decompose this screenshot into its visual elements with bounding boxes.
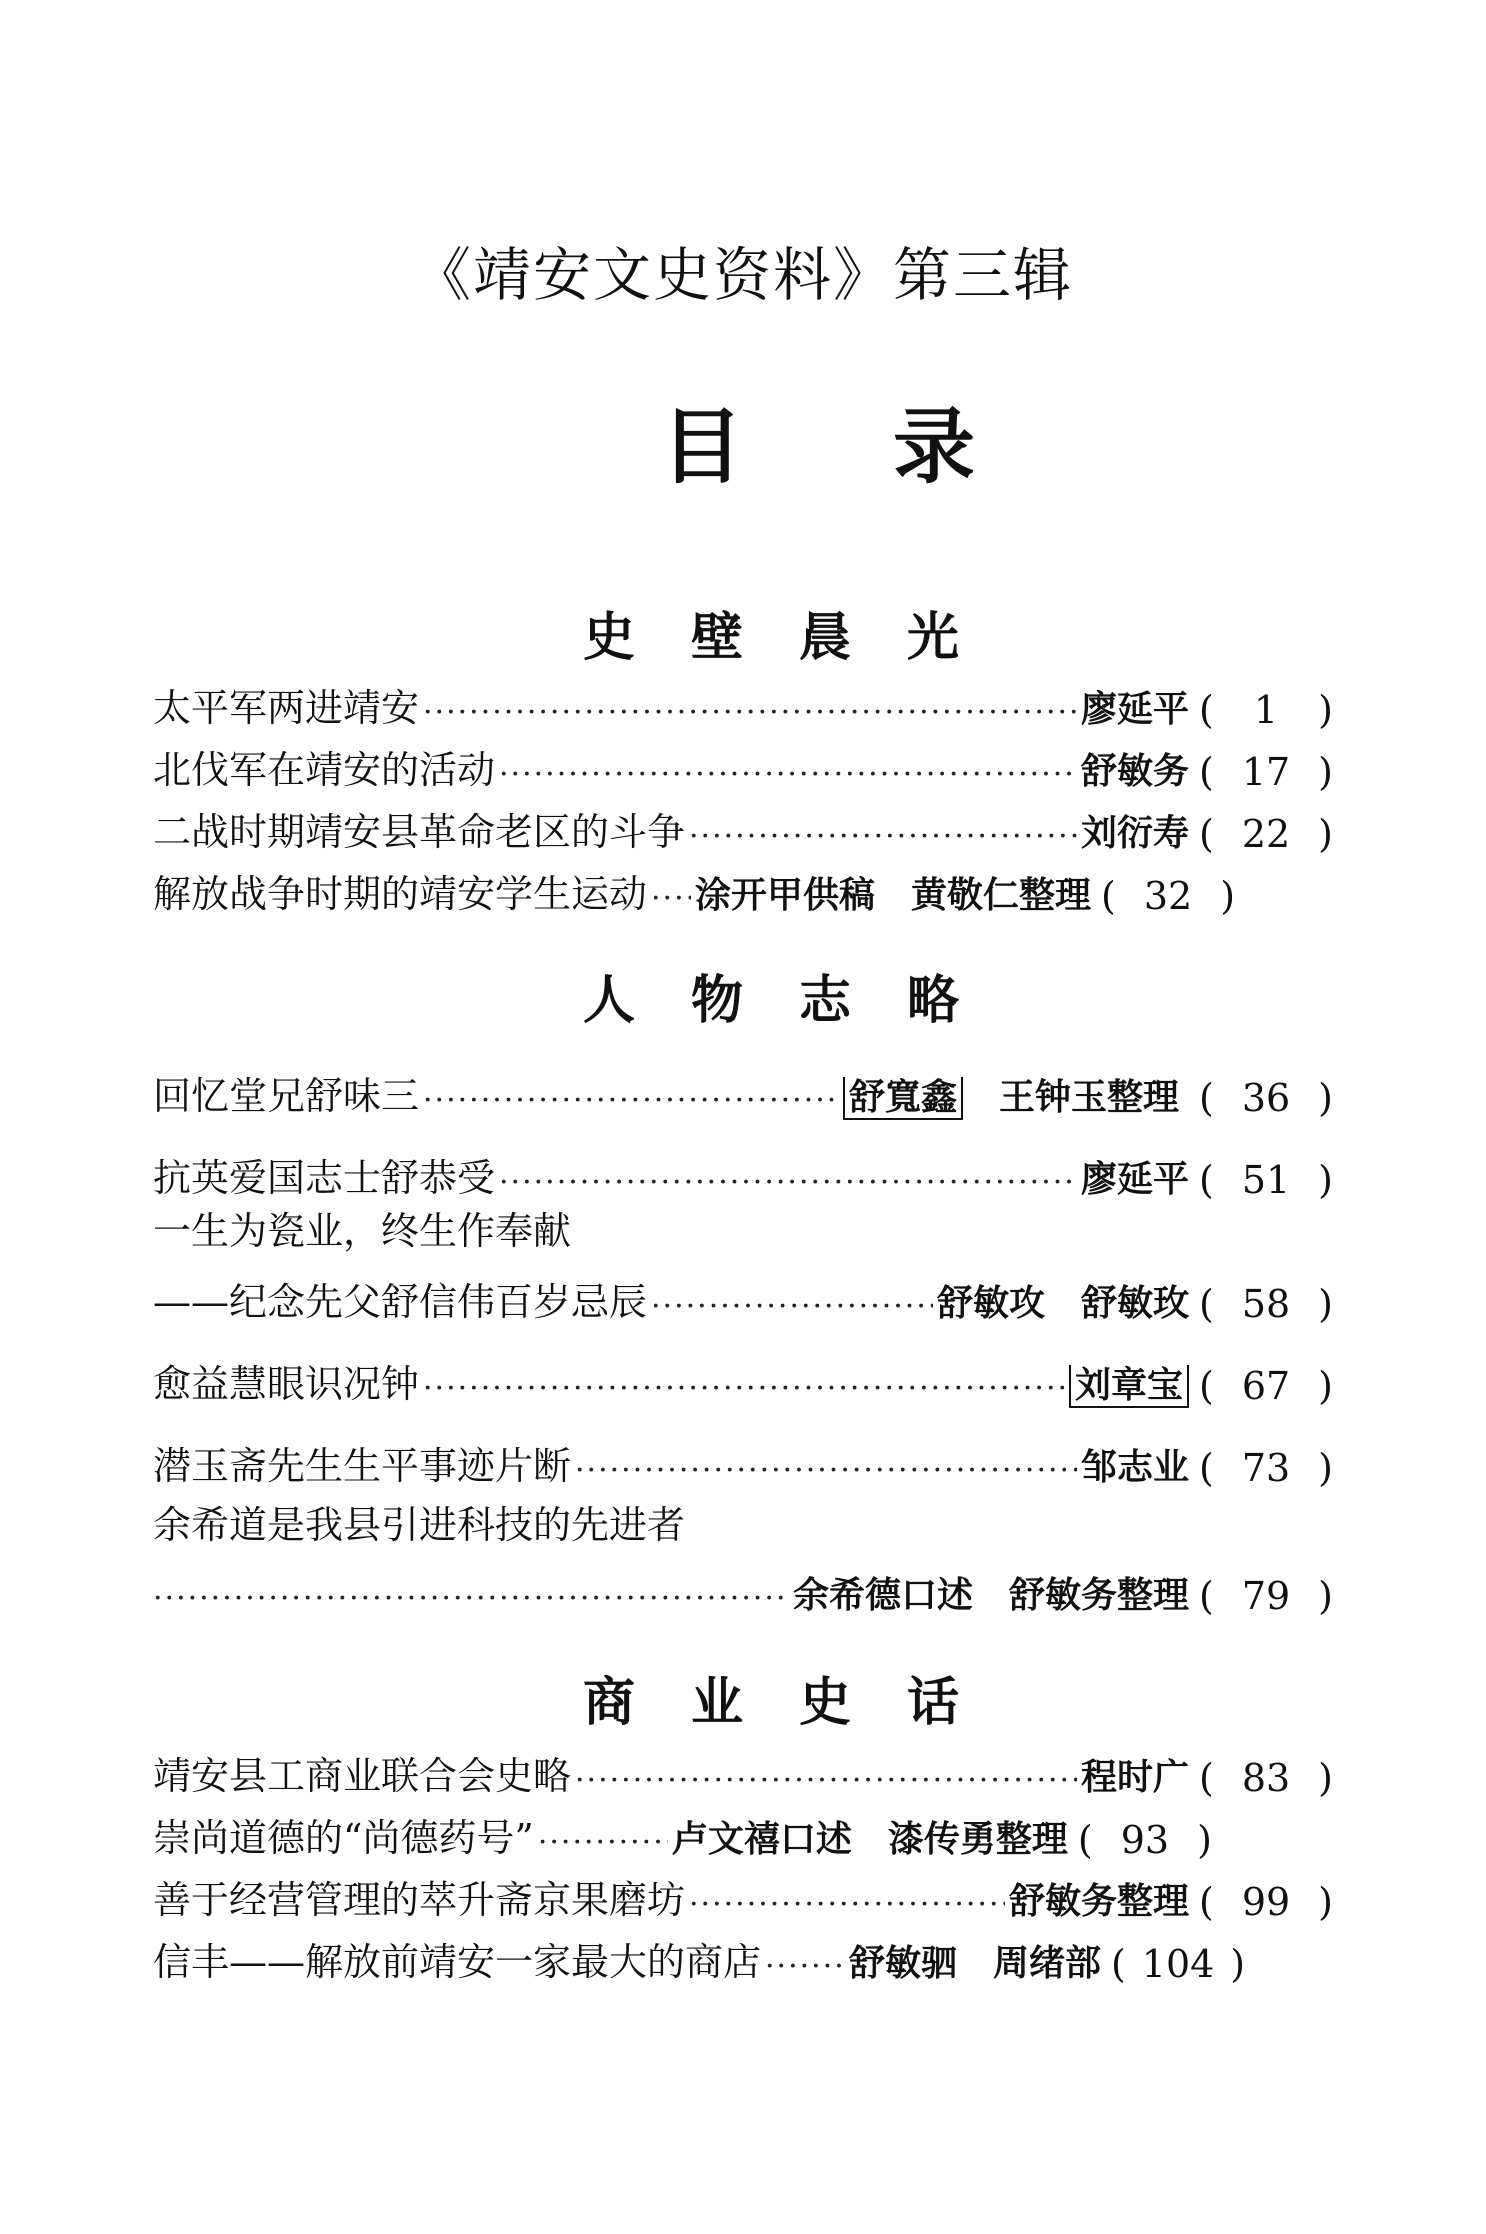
leader-dots bbox=[499, 756, 1077, 794]
entry-page: ( 17 ) bbox=[1199, 750, 1333, 794]
entry-title: 崇尚道德的“尚德药号” bbox=[153, 1816, 534, 1860]
leader-dots bbox=[689, 1886, 1005, 1924]
entry-author: 廖延平 bbox=[1080, 689, 1189, 730]
entry-title: 回忆堂兄舒味三 bbox=[153, 1074, 420, 1118]
section-heading: 商业史话 bbox=[582, 1673, 1015, 1733]
leader-dots bbox=[423, 1082, 839, 1120]
entry-author: 程时广 bbox=[1080, 1757, 1189, 1798]
leader-dots bbox=[575, 1762, 1077, 1800]
entry-author: 舒敏驷 周绪部 bbox=[849, 1943, 1102, 1984]
entry-author: 舒敏务整理 bbox=[1008, 1881, 1189, 1922]
leader-dots bbox=[153, 1580, 789, 1618]
entry-author: 刘衍寿 bbox=[1080, 813, 1189, 854]
entry-title: 潜玉斋先生生平事迹片断 bbox=[153, 1444, 572, 1488]
toc-entry bbox=[153, 1438, 1333, 1490]
leader-dots bbox=[499, 1164, 1077, 1202]
leader-dots bbox=[538, 1824, 668, 1862]
entry-page: ( 67 ) bbox=[1199, 1364, 1333, 1408]
toc-entry bbox=[153, 1810, 1333, 1862]
toc-entry bbox=[153, 804, 1333, 856]
entry-title: 解放战争时期的靖安学生运动 bbox=[153, 872, 648, 916]
entry-page: ( 73 ) bbox=[1199, 1446, 1333, 1490]
entry-page: ( 32 ) bbox=[1101, 874, 1236, 918]
entry-page: ( 51 ) bbox=[1199, 1158, 1333, 1202]
entry-title: 余希道是我县引进科技的先进者 bbox=[153, 1503, 686, 1547]
entry-page: ( 58 ) bbox=[1199, 1282, 1333, 1326]
entry-title: 愈益慧眼识况钟 bbox=[153, 1362, 420, 1406]
toc-entry bbox=[153, 866, 1333, 918]
leader-dots bbox=[689, 818, 1077, 856]
toc-entry bbox=[153, 1934, 1333, 1986]
entry-page: ( 79 ) bbox=[1199, 1574, 1333, 1618]
toc-entry bbox=[153, 1748, 1333, 1800]
entry-page: ( 93 ) bbox=[1077, 1818, 1212, 1862]
entry-title: 北伐军在靖安的活动 bbox=[153, 748, 496, 792]
entry-author: 卢文禧口述 漆传勇整理 bbox=[671, 1819, 1068, 1860]
entry-page: ( 104 ) bbox=[1111, 1942, 1246, 1986]
entry-subtitle: ——纪念先父舒信伟百岁忌辰 bbox=[153, 1280, 648, 1324]
entry-author: 舒敏务 bbox=[1080, 751, 1189, 792]
leader-dots bbox=[423, 1370, 1065, 1408]
entry-page: ( 1 ) bbox=[1199, 688, 1333, 732]
toc-entry bbox=[153, 1150, 1333, 1202]
toc-entry bbox=[153, 1274, 1333, 1326]
entry-author: 涂开甲供稿 黄敬仁整理 bbox=[695, 875, 1092, 916]
entry-page: ( 99 ) bbox=[1199, 1880, 1333, 1924]
entry-title: 太平军两进靖安 bbox=[153, 686, 420, 730]
entry-author: 舒敏攻 舒敏玫 bbox=[936, 1283, 1189, 1324]
section-heading: 史壁晨光 bbox=[582, 608, 1015, 668]
entry-page: ( 22 ) bbox=[1199, 812, 1333, 856]
section-heading: 人物志略 bbox=[582, 971, 1015, 1031]
contents-heading: 目录 bbox=[660, 400, 1125, 495]
entry-title: 抗英爱国志士舒恭受 bbox=[153, 1156, 496, 1200]
entry-author: 廖延平 bbox=[1080, 1159, 1189, 1200]
leader-dots bbox=[651, 1288, 933, 1326]
entry-author: 舒寬鑫 王钟玉整理 bbox=[843, 1069, 1179, 1120]
entry-page: ( 83 ) bbox=[1199, 1756, 1333, 1800]
book-title: 《靖安文史资料》第三辑 bbox=[412, 241, 1073, 309]
leader-dots bbox=[423, 694, 1077, 732]
leader-dots bbox=[765, 1948, 845, 1986]
entry-author: 刘章宝 bbox=[1069, 1357, 1189, 1408]
entry-title: 善于经营管理的萃升斋京果磨坊 bbox=[153, 1878, 686, 1922]
entry-title: 信丰——解放前靖安一家最大的商店 bbox=[153, 1940, 762, 1984]
toc-entry bbox=[153, 1356, 1333, 1408]
toc-entry bbox=[153, 680, 1333, 732]
entry-title: 靖安县工商业联合会史略 bbox=[153, 1754, 572, 1798]
entry-title: 二战时期靖安县革命老区的斗争 bbox=[153, 810, 686, 854]
toc-entry bbox=[153, 742, 1333, 794]
entry-author: 余希德口述 舒敏务整理 bbox=[792, 1575, 1189, 1616]
entry-author: 邹志业 bbox=[1080, 1447, 1189, 1488]
leader-dots bbox=[651, 880, 691, 918]
toc-entry bbox=[153, 1872, 1333, 1924]
toc-entry bbox=[153, 1566, 1333, 1618]
toc-entry bbox=[153, 1068, 1333, 1120]
leader-dots bbox=[575, 1452, 1077, 1490]
entry-title: 一生为瓷业，终生作奉献 bbox=[153, 1209, 572, 1253]
entry-page: ( 36 ) bbox=[1199, 1076, 1333, 1120]
